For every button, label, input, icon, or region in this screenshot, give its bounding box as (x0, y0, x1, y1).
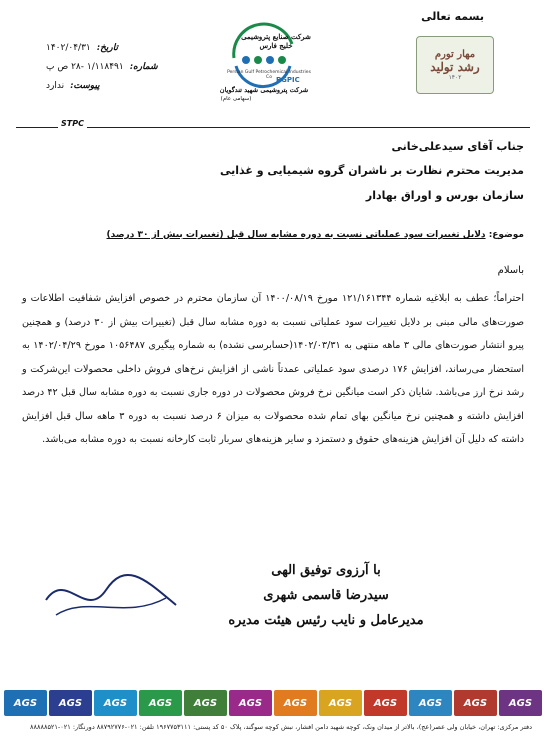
ags-badge: AGS (139, 690, 182, 716)
signature-title: مدیرعامل و نایب رئیس هیئت مدیره (228, 613, 424, 628)
number-value: ۱/۱۱۸۴۹۱ -۲۸ ص پ (46, 61, 124, 72)
handwritten-signature-icon (36, 560, 186, 630)
signature-block (176, 558, 476, 633)
company-name-en: Persian Gulf Petrochemical Industries Co (227, 70, 311, 80)
ags-badge: AGS (229, 690, 272, 716)
company-logo (206, 14, 322, 110)
year-slogan-stamp (416, 36, 494, 94)
subject-line (24, 230, 524, 240)
recipient-organization: سازمان بورس و اوراق بهادار (365, 189, 524, 202)
ags-badge: AGS (94, 690, 137, 716)
ags-badge: AGS (184, 690, 227, 716)
company-name-fa: شرکت صنایع پتروشیمی خلیج فارس (241, 32, 311, 50)
ags-badge: AGS (49, 690, 92, 716)
signature-name: سیدرضا قاسمی شهری (263, 588, 389, 603)
recipient-department: مدیریت محترم نظارت بر ناشران گروه شیمیایی و غذایی (220, 164, 524, 177)
ags-badge: AGS (409, 690, 452, 716)
signature-closing: با آرزوی توفیق الهی (271, 563, 381, 578)
attachment-label: پیوست: (70, 80, 100, 91)
subsidiary-type: (سهامی عام) (220, 96, 252, 102)
slogan-line2: رشد تولید (430, 60, 480, 74)
letter-meta (46, 38, 186, 95)
ags-badge: AGS (454, 690, 497, 716)
subject-value: دلایل تغییرات سود عملیاتی نسبت به دوره مشابه سال قبل (تغییرات بیش از ۳۰ درصد) (106, 230, 486, 240)
greeting: باسلام (497, 265, 524, 276)
slogan-line1: مهار تورم (434, 49, 476, 60)
slogan-year: ۱۴۰۲ (448, 74, 462, 81)
meta-number-row (46, 57, 186, 76)
subject-label: موضوع: (488, 230, 524, 240)
footer-address: دفتر مرکزی: تهران، خیابان ولی عصر(عج)، بالاتر از میدان ونک، کوچه شهید دامن افشار، نبش کوچه سوگند، پلاک ۵۰ کد پستی: ۱۹۶۷۷۵۳۱۱۱ تلفن: ۰۲۱-۸۸۷۹۲۷۷۶ دورنگار: ۰۲۱-۸۸۸۸۸۵۲۱ (29, 723, 532, 731)
certification-badges (4, 690, 542, 716)
date-label: تاریخ: (96, 42, 118, 53)
ags-badge: AGS (319, 690, 362, 716)
company-abbr: PGPIC (276, 76, 300, 84)
bismillah: بسمه تعالی (421, 10, 484, 23)
ags-badge: AGS (274, 690, 317, 716)
ags-badge: AGS (4, 690, 47, 716)
ags-badge: AGS (364, 690, 407, 716)
number-label: شماره: (129, 61, 158, 72)
letter-body: احتراماً؛ عطف به ابلاغیه شماره ۱۲۱/۱۶۱۳۴۴ مورخ ۱۴۰۰/۰۸/۱۹ آن سازمان محترم در خصوص افزایش شفافیت اطلاعات و صورت‌های مالی مبنی بر دلایل تغییرات سود عملیاتی نسبت به دوره مشابه سال قبل (تغییرات بیش از ۳۰ درصد) و همچنین پیرو انتشار صورت‌های مالی ۳ ماهه منتهی به ۱۴۰۲/۰۳/۳۱(حسابرسی نشده) به شماره پیگیری ۱۰۵۶۴۸۷ مورخ ۱۴۰۲/۰۴/۲۹ به استحضار می‌رساند، افزایش ۱۷۶ درصدی سود عملیاتی عمدتاً ناشی از افزایش نرخ‌های فروش داخلی محصولات این‌شرکت و رشد نرخ ارز می‌باشد. شایان ذکر است میانگین نرخ فروش محصولات در دوره جاری نسبت به دوره مشابه سال قبل ۴۲ درصد افزایش داشته و همچنین نرخ میانگین بهای تمام شده محصولات به میزان ۶ درصد نسبت به دوره ۳ ماهه سال قبل افزایش داشته که دلیل آن افزایش هزینه‌های حقوق و دستمزد و سایر هزینه‌های سربار ثابت کارخانه نسبت به دوره مشابه می‌باشد. (22, 293, 524, 445)
recipient-name: جناب آقای سیدعلی‌خانی (391, 140, 524, 153)
header-divider (16, 127, 530, 128)
letterhead-code: STPC (58, 119, 87, 128)
attachment-value: ندارد (46, 80, 65, 91)
meta-attachment-row (46, 76, 186, 95)
ags-badge: AGS (499, 690, 542, 716)
subsidiary-name: شرکت پتروشیمی شهید تندگویان (219, 86, 309, 94)
date-value: ۱۴۰۲/۰۴/۳۱ (46, 42, 91, 53)
meta-date-row (46, 38, 186, 57)
